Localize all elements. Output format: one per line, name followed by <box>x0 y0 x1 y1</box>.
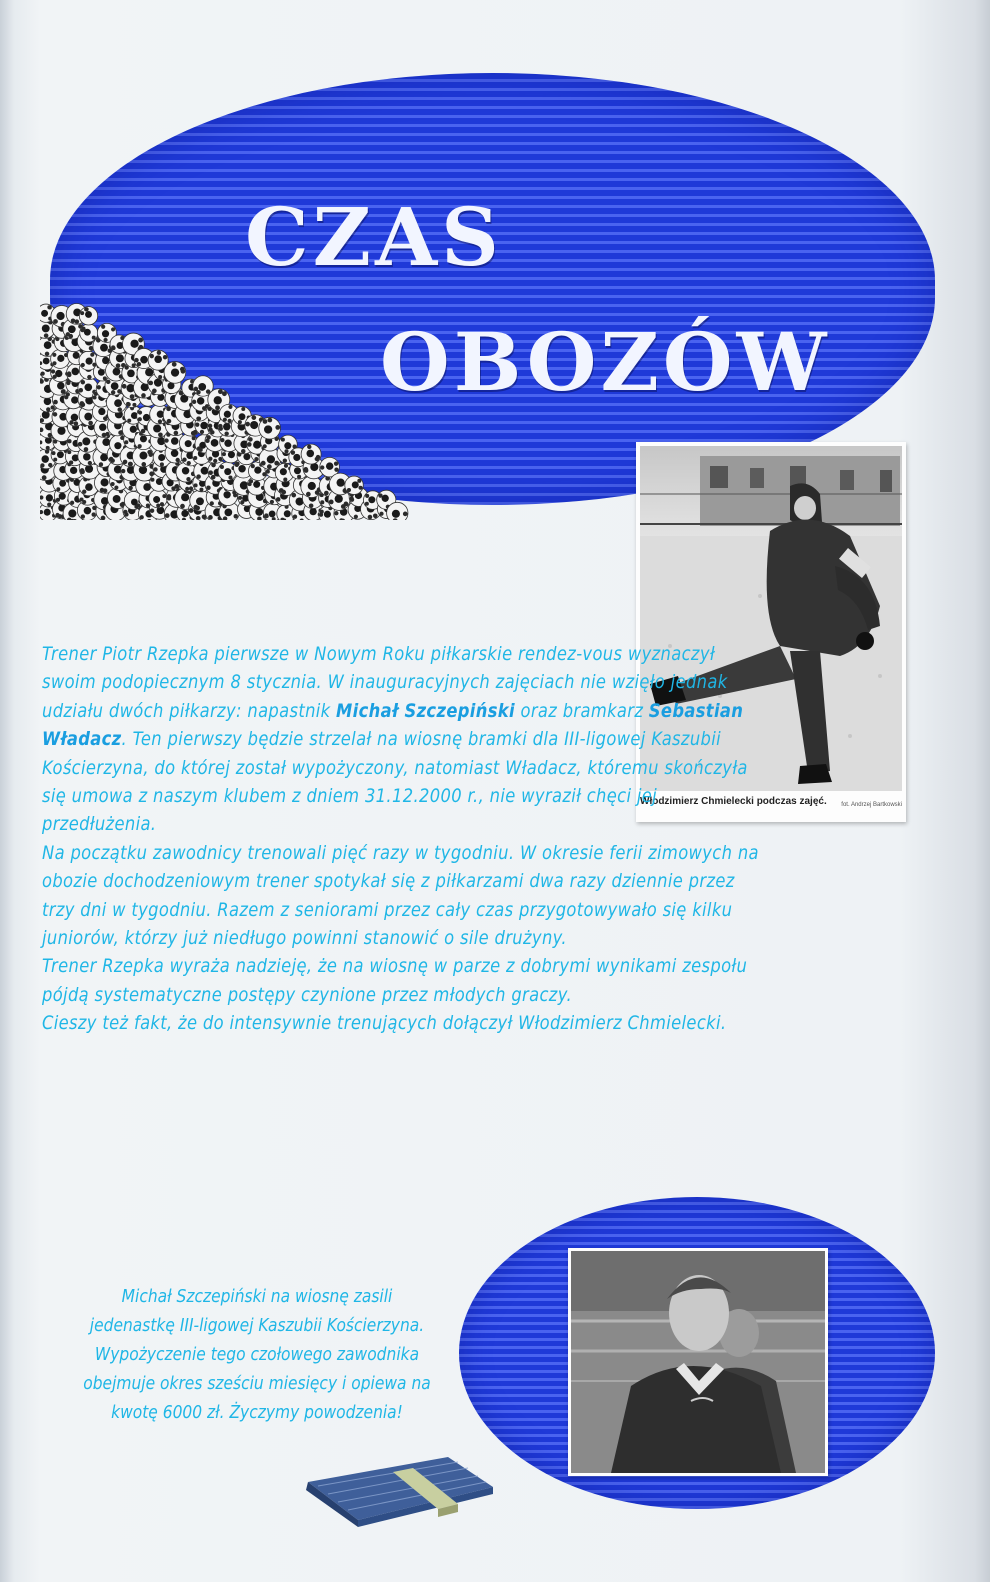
article-text: . Ten pierwszy będzie strzelał na wiosnę bramki dla III-ligowej Kaszubii Kościerzyna, do której został wypożyczony, natomiast Władacz, któremu skończyła się umowa z naszym klubem z dniem 31.12.2000 r., nie wyraził chęci jej przedłużenia. <box>42 728 748 836</box>
player-name-szczepinski: Michał Szczepiński <box>336 699 515 722</box>
article-paragraph: Trener Rzepka wyraża nadzieję, że na wiosnę w parze z dobrymi wynikami zespołu pójdą systematyczne postępy czynione przez młodych graczy. <box>42 955 748 1006</box>
article-paragraph: Cieszy też fakt, że do intensywnie trenujących dołączył Włodzimierz Chmielecki. <box>42 1012 727 1035</box>
title-line-1: CZAS <box>245 190 503 284</box>
side-note <box>81 1282 434 1427</box>
side-note-text: Michał Szczepiński na wiosnę zasili jedenastkę III-ligowej Kaszubii Kościerzyna. Wypożyczenie tego czołowego zawodnika obejmuje okres sześciu miesięcy i opiewa na kwotę 6000 zł. Życzymy powodzenia! <box>83 1286 431 1423</box>
photo-credit: fot. Andrzej Bartkowski <box>841 802 902 808</box>
article-text: Trener Piotr Rzepka pierwsze w Nowym Roku piłkarskie rendez-vous wyznaczył swoim podopiecznym 8 stycznia. W inauguracyjnych zajęciach nie wzięło jednak udziału dwóch piłkarzy: napastnik <box>42 643 728 722</box>
article-paragraph <box>42 640 764 839</box>
article-paragraph: Na początku zawodnicy trenowali pięć razy w tygodniu. W okresie ferii zimowych na obozie dochodzeniowym trener spotykał się z piłkarzami dwa razy dziennie przez trzy dni w tygodniu. Razem z seniorami przez cały czas przygotowywało się kilku juniorów, którzy już niedługo powinni stanowić o sile drużyny. <box>42 841 759 950</box>
football-pile-image <box>40 290 410 520</box>
money-stack-image <box>298 1452 498 1527</box>
player-portrait-photo <box>568 1248 828 1476</box>
title-line-2: OBOZÓW <box>380 315 831 409</box>
photo-caption: Włodzimierz Chmielecki podczas zajęć. <box>640 796 827 807</box>
article-body <box>42 640 764 1038</box>
article-text: oraz bramkarz <box>514 699 649 722</box>
player-portrait-image <box>571 1251 825 1473</box>
player-name-wladacz: Sebastian Władacz <box>42 699 744 751</box>
